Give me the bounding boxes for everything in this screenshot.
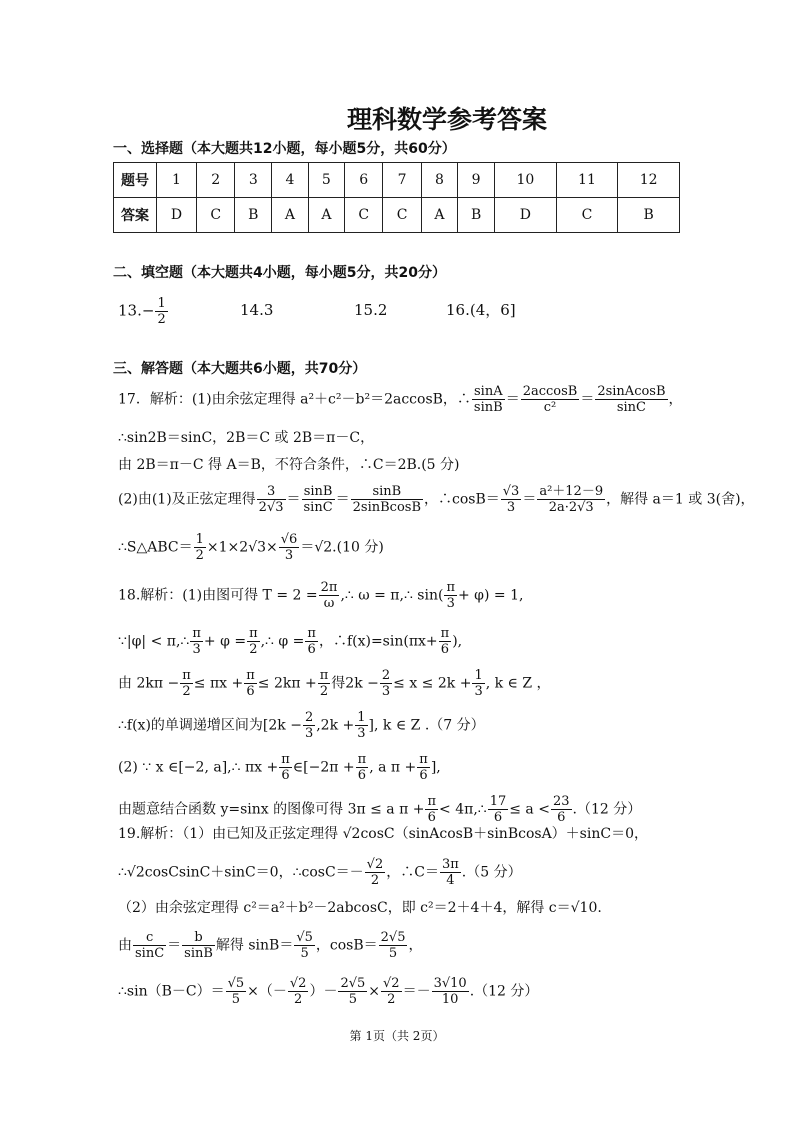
- fraction: $\frac{\pi}{3}$: [192, 626, 201, 657]
- fraction: $\frac{2}{3}$: [304, 710, 314, 741]
- fraction: $\frac{3\pi}{4}$: [441, 857, 459, 888]
- p17-line-5: ∴S△ABC＝ $\frac{1}{2}$ ×1×2√3× $\frac{√6}{3}$ ＝√2.(10 分): [118, 532, 384, 563]
- p17-line-2: ∴sin2B＝sinC，2B＝C 或 2B＝π－C，: [118, 430, 375, 446]
- fraction: $\frac{\pi}{6}$: [357, 752, 367, 783]
- p19-line-3: （2）由余弦定理得 c²＝a²＋b²－2abcosC，即 c²＝2＋4＋4，解得 c＝√10.: [118, 900, 602, 916]
- section-2-heading: 二、填空题（本大题共4小题，每小题5分，共20分）: [113, 265, 446, 281]
- fraction: $\frac{\text{a²＋12－9}}{2a\cdot 2√3}$: [539, 484, 604, 515]
- answer-table: [113, 162, 680, 233]
- table-cell: 7: [383, 163, 421, 198]
- fraction: $\frac{√2}{2}$: [366, 857, 384, 888]
- fraction: $\frac{√3}{3}$: [502, 484, 520, 515]
- row-label-number: 题号: [114, 163, 157, 198]
- table-cell: C: [345, 198, 383, 233]
- fraction: $\frac{\pi}{2}$: [182, 668, 191, 699]
- table-cell: B: [235, 198, 272, 233]
- fraction: $\frac{\pi}{3}$: [446, 580, 455, 611]
- fraction: $\frac{1}{2}$: [157, 296, 166, 327]
- q13-prefix: 13.−: [118, 301, 155, 320]
- p18-line-5: (2) ∵ x ∈[−2, a],∴ πx + $\frac{\pi}{6}$ ∈[−2π + $\frac{\pi}{6}$ , a π + $\frac{\pi}{6}$ ],: [118, 752, 441, 783]
- table-cell: A: [308, 198, 344, 233]
- fraction: $\frac{√2}{2}$: [383, 976, 400, 1007]
- fraction: $\frac{2√5}{5}$: [340, 976, 366, 1007]
- p19-line-5: ∴sin（B－C）＝ $\frac{√5}{5}$ ×（－ $\frac{√2}{2}$ ）－ $\frac{2√5}{5}$ × $\frac{√2}{2}$ ＝－ $\frac{3√10}{10}$ .（12 分）: [118, 976, 539, 1007]
- fraction: $\frac{23}{6}$: [552, 794, 570, 825]
- table-cell: B: [618, 198, 680, 233]
- page-footer: 第 1页（共 2页）: [349, 1029, 445, 1043]
- fraction: $\frac{√5}{5}$: [227, 976, 245, 1007]
- table-cell: D: [157, 198, 197, 233]
- fraction: $\frac{\pi}{6}$: [419, 752, 428, 783]
- table-cell: 6: [345, 163, 383, 198]
- table-cell: D: [495, 198, 557, 233]
- q14-answer: 14.3: [240, 301, 274, 319]
- table-cell: A: [272, 198, 308, 233]
- table-cell: 3: [235, 163, 272, 198]
- p18-line-1: 18.解析：(1)由图可得 T = 2 = $\frac{2\pi}{\omega}$ ,∴ ω = π,∴ sin( $\frac{\pi}{3}$ + φ) = 1,: [118, 580, 524, 611]
- fraction: $\frac{1}{3}$: [474, 668, 483, 699]
- p18-line-4: ∴f(x)的单调递增区间为[2k − $\frac{2}{3}$ ,2k + $\frac{1}{3}$ ], k ∈ Z .（7 分）: [118, 710, 485, 741]
- table-cell: 11: [556, 163, 618, 198]
- fraction: $\frac{b}{\sin B}$: [184, 930, 213, 961]
- table-row-numbers: [114, 163, 680, 198]
- fraction: $\frac{1}{2}$: [195, 532, 204, 563]
- p18-line-2: ∵|φ| < π,∴ $\frac{\pi}{3}$ + φ = $\frac{\pi}{2}$ ,∴ φ = $\frac{\pi}{6}$ ，∴f(x)=sin(πx+ $\frac{\pi}{6}$ ),: [118, 626, 463, 657]
- table-row-answers: [114, 198, 680, 233]
- table-cell: 12: [618, 163, 680, 198]
- table-cell: 1: [157, 163, 197, 198]
- fraction: $\frac{\text{2sinAcosB}}{\sin C}$: [597, 384, 666, 415]
- fraction: $\frac{\pi}{6}$: [440, 626, 450, 657]
- fraction: $\frac{3}{2√3}$: [258, 484, 284, 515]
- table-cell: C: [383, 198, 421, 233]
- q16-answer: 16.(4，6]: [446, 301, 516, 319]
- p19-line-4: 由 $\frac{c}{\sin C}$ ＝ $\frac{b}{\sin B}$ 解得 sinB＝ $\frac{√5}{5}$ ，cosB＝ $\frac{2√5}{5}$ ，: [118, 930, 423, 961]
- section-3-heading: 三、解答题（本大题共6小题，共70分）: [113, 361, 367, 377]
- fraction: $\frac{\sin B}{\sin C}$: [303, 484, 333, 515]
- row-label-answer: 答案: [114, 198, 157, 233]
- fill-in-answers: [118, 296, 169, 327]
- fraction: $\frac{\sin B}{\text{2sinBcosB}}$: [352, 484, 422, 515]
- fraction: $\frac{3√10}{10}$: [433, 976, 467, 1007]
- section-1-heading: 一、选择题（本大题共12小题，每小题5分，共60分）: [113, 141, 456, 157]
- table-cell: 2: [197, 163, 235, 198]
- table-cell: 10: [495, 163, 557, 198]
- fraction: $\frac{√2}{2}$: [289, 976, 307, 1007]
- table-cell: B: [458, 198, 495, 233]
- fraction: $\frac{√6}{3}$: [280, 532, 298, 563]
- table-cell: 4: [272, 163, 308, 198]
- fraction: $\frac{c}{\sin C}$: [135, 930, 165, 961]
- fraction: $\frac{\pi}{6}$: [427, 794, 437, 825]
- fraction: $\frac{\pi}{6}$: [281, 752, 290, 783]
- p18-line-3: 由 2kπ − $\frac{\pi}{2}$ ≤ πx + $\frac{\pi}{6}$ ≤ 2kπ + $\frac{\pi}{2}$ 得2k − $\frac{2}{3}$ ≤ x ≤ 2k + $\frac{1}{3}$ , k ∈ Z ，: [118, 668, 551, 699]
- p19-line-2: ∴√2cosCsinC＋sinC＝0，∴cosC＝－ $\frac{√2}{2}$ ，∴C＝ $\frac{3\pi}{4}$ .（5 分）: [118, 857, 522, 888]
- fraction: $\frac{1}{3}$: [357, 710, 366, 741]
- fraction: $\frac{\pi}{6}$: [307, 626, 316, 657]
- q15-answer: 15.2: [354, 301, 388, 319]
- p17-line-1: 17．解析：(1)由余弦定理得 a²＋c²－b²＝2accosB，∴ $\frac{\sin A}{\sin B}$ ＝ $\frac{2accosB}{\text{c²}}$ ＝ $\frac{\text{2sinAcosB}}{\sin C}$ ，: [118, 384, 683, 415]
- p17-line-3: 由 2B＝π－C 得 A＝B，不符合条件，∴C＝2B.(5 分): [118, 457, 460, 473]
- page-title: 理科数学参考答案: [346, 105, 547, 134]
- table-cell: 9: [458, 163, 495, 198]
- table-cell: C: [197, 198, 235, 233]
- p17-line-4: (2)由(1)及正弦定理得 $\frac{3}{2√3}$ ＝ $\frac{\sin B}{\sin C}$ ＝ $\frac{\sin B}{\text{2sinBcosB}}$ ，∴cosB＝ $\frac{√3}{3}$ ＝ $\frac{\text{a²＋12－9}}{2a\cdot 2√3}$ ，解得 a＝1 或 3(舍)，: [118, 484, 755, 515]
- fraction: $\frac{2√5}{5}$: [380, 930, 406, 961]
- fraction: $\frac{2\pi}{\omega}$: [320, 580, 338, 611]
- fraction: $\frac{17}{6}$: [489, 794, 507, 825]
- p19-line-1: 19.解析：（1）由已知及正弦定理得 √2cosC（sinAcosB＋sinBcosA）＋sinC＝0，: [118, 826, 648, 842]
- table-cell: C: [556, 198, 618, 233]
- fraction: $\frac{\pi}{2}$: [319, 668, 329, 699]
- fraction: $\frac{√5}{5}$: [296, 930, 313, 961]
- table-cell: A: [421, 198, 457, 233]
- fraction: $\frac{\pi}{6}$: [246, 668, 255, 699]
- p18-line-6: 由题意结合函数 y=sinx 的图像可得 3π ≤ a π + $\frac{\pi}{6}$ < 4π,∴ $\frac{17}{6}$ ≤ a < $\frac{23}{6}$ .（12 分）: [118, 794, 642, 825]
- fraction: $\frac{\sin A}{\sin B}$: [473, 384, 503, 415]
- table-cell: 5: [308, 163, 344, 198]
- table-cell: 8: [421, 163, 457, 198]
- fraction: $\frac{2}{3}$: [381, 668, 391, 699]
- fraction: $\frac{2accosB}{\text{c²}}$: [522, 384, 578, 415]
- fraction: $\frac{\pi}{2}$: [249, 626, 258, 657]
